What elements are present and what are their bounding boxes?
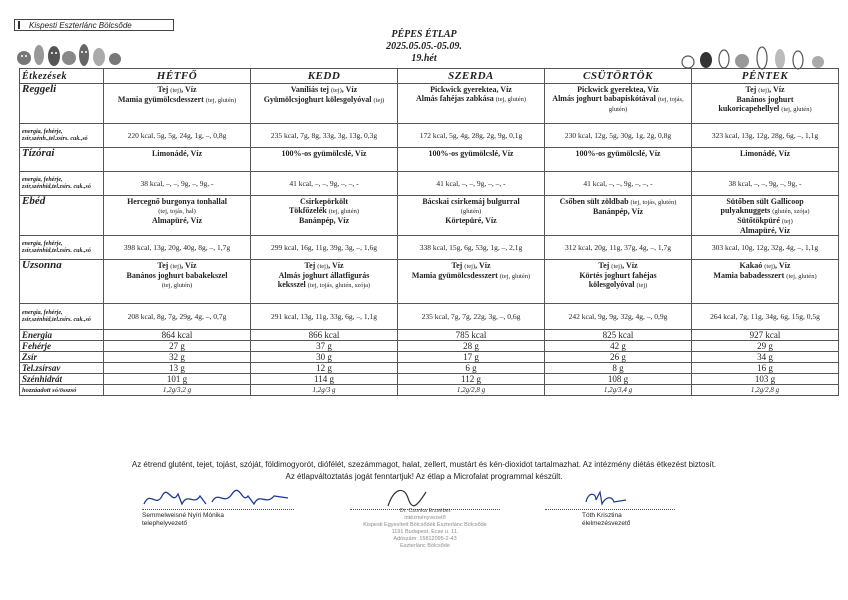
meal-line	[694, 197, 836, 206]
nutrition-value: 235 kcal, 7g, 7g, 22g, 3g, –, 0,6g	[398, 304, 545, 330]
meal-cell	[251, 196, 398, 236]
stamp-line: 1191 Budapest, Ecse u. 11.	[391, 529, 459, 535]
stamp-line: Adószám: 15812095-2-43	[393, 536, 457, 542]
nutrition-label: energia, fehérje, zsír,szénh.,tel.zsírs. cuk.,só	[20, 124, 104, 148]
meal-line	[253, 261, 395, 271]
meal-text: pulyaknuggets	[720, 206, 771, 215]
allergen-note: (tej)	[781, 218, 793, 225]
meal-cell	[692, 260, 839, 304]
meal-text: kukoricapehellyel	[718, 104, 780, 113]
meal-line	[694, 206, 836, 216]
meal-text: Mamia gyümölcsdesszert	[117, 95, 204, 104]
meal-line	[400, 271, 542, 281]
meal-line	[106, 206, 248, 216]
total-value: 1,2g/3,2 g	[104, 385, 251, 396]
left-signature-scrawl	[142, 488, 292, 510]
menu-table	[19, 68, 839, 396]
meal-cell	[398, 196, 545, 236]
meal-text: Tökfőzelék	[288, 206, 327, 215]
meal-line	[253, 271, 395, 280]
nutrition-value: 291 kcal, 13g, 11g, 33g, 6g, –, 1,1g	[251, 304, 398, 330]
total-value: 29 g	[692, 341, 839, 352]
nutrition-value: 323 kcal, 13g, 12g, 28g, 6g, –, 1,1g	[692, 124, 839, 148]
day-header: HÉTFŐ	[104, 69, 251, 84]
right-signature-scrawl	[582, 488, 630, 508]
allergen-note: (tej)	[464, 263, 476, 270]
allergen-note: (tej, glutén)	[328, 208, 360, 215]
nutrition-value: 242 kcal, 9g, 9g, 32g, 4g, –, 0,9g	[545, 304, 692, 330]
meal-name: Reggeli	[20, 84, 104, 124]
meal-cell	[104, 260, 251, 304]
total-label: Szénhidrát	[20, 374, 104, 385]
logo-mark-icon	[18, 21, 27, 29]
meal-main-suffix: , Víz	[181, 85, 197, 94]
meal-text: keksszel	[277, 280, 306, 289]
nutrition-value: 299 kcal, 16g, 11g, 39g, 3g, –, 1,6g	[251, 236, 398, 260]
total-value: 30 g	[251, 352, 398, 363]
meal-text: kölesgolyóval	[588, 280, 635, 289]
totals-body	[20, 330, 839, 396]
logo-text: Kispesti Eszterlánc Bölcsőde	[29, 21, 132, 30]
meal-line	[253, 149, 395, 158]
allergen-note: (tej)	[636, 282, 648, 289]
meal-line	[400, 149, 542, 158]
total-label: Energia	[20, 330, 104, 341]
allergen-note: (tej)	[611, 263, 623, 270]
meal-text: Almás fahéjas zabkása	[415, 94, 494, 103]
meal-cell	[398, 84, 545, 124]
right-signer-name: Tóth Krisztina	[582, 512, 622, 519]
allergen-note: (tej)	[317, 263, 329, 270]
meal-cell	[104, 148, 251, 172]
meal-main-text: Sütőben sült Gallicoop	[726, 197, 804, 206]
nutrition-value: 398 kcal, 13g, 20g, 40g, 8g, –, 1,7g	[104, 236, 251, 260]
total-value: 927 kcal	[692, 330, 839, 341]
meal-line	[547, 197, 689, 207]
meal-line	[694, 271, 836, 281]
allergen-note: (tej)	[373, 97, 385, 104]
total-value: 785 kcal	[398, 330, 545, 341]
meal-cell	[545, 260, 692, 304]
total-value: 13 g	[104, 363, 251, 374]
allergen-note: (tej)	[170, 263, 182, 270]
meal-main-suffix: , Víz	[181, 261, 197, 270]
nutrition-value: 41 kcal, –, –, 9g, –, –, -	[545, 172, 692, 196]
meal-text: Almapüré, Víz	[739, 226, 791, 235]
meal-text: Körtepüré, Víz	[445, 216, 497, 225]
day-header: PÉNTEK	[692, 69, 839, 84]
meal-text: Almás joghurt állatfigurás	[278, 271, 370, 280]
total-label: Zsír	[20, 352, 104, 363]
total-value: 101 g	[104, 374, 251, 385]
nutrition-value: 312 kcal, 20g, 11g, 37g, 4g, –, 1,7g	[545, 236, 692, 260]
meal-line	[547, 271, 689, 280]
total-value: 112 g	[398, 374, 545, 385]
allergen-note: (tej, glutén)	[161, 282, 193, 289]
meal-body	[20, 84, 839, 330]
meal-main-suffix: , Víz	[341, 85, 358, 94]
total-value: 17 g	[398, 352, 545, 363]
total-value: 114 g	[251, 374, 398, 385]
total-label: hozzáadott só/összsó	[20, 385, 104, 396]
meal-main-text: 100%-os gyümölcslé, Víz	[281, 149, 367, 158]
meal-line	[547, 94, 689, 114]
meal-cell	[251, 148, 398, 172]
nutrition-value: 220 kcal, 5g, 5g, 24g, 1g, –, 0,8g	[104, 124, 251, 148]
meal-row	[20, 84, 839, 124]
meal-row	[20, 148, 839, 172]
nutrition-value: 235 kcal, 7g, 8g, 33g, 3g, 13g, 0,3g	[251, 124, 398, 148]
total-label: Fehérje	[20, 341, 104, 352]
nutrition-row	[20, 172, 839, 196]
allergen-note: (tej, tojás, glutén, szója)	[307, 282, 371, 289]
meal-cell	[692, 196, 839, 236]
nutrition-value: 264 kcal, 7g, 11g, 34g, 6g, 15g, 0,5g	[692, 304, 839, 330]
meal-line	[547, 261, 689, 271]
total-value: 866 kcal	[251, 330, 398, 341]
meal-row	[20, 260, 839, 304]
meal-line	[400, 206, 542, 216]
week-number: 19.hét	[411, 53, 437, 64]
meal-line	[253, 206, 395, 216]
meal-name: Uzsonna	[20, 260, 104, 304]
meal-line	[694, 149, 836, 158]
allergen-note: (tej, tojás, hal)	[158, 208, 196, 215]
nutrition-value: 338 kcal, 15g, 6g, 53g, 1g, –, 2,1g	[398, 236, 545, 260]
middle-signer-role: intézményvezető	[404, 515, 446, 521]
meal-line	[106, 85, 248, 95]
meal-main-text: Tej	[157, 85, 169, 94]
day-header: KEDD	[251, 69, 398, 84]
nutrition-value: 208 kcal, 8g, 7g, 29g, 4g, –, 0,7g	[104, 304, 251, 330]
nutrition-value: 41 kcal, –, –, 9g, –, –, -	[251, 172, 398, 196]
meal-cell	[398, 148, 545, 172]
meal-text: Körtés joghurt fahéjas	[579, 271, 657, 280]
table-header-row	[20, 69, 839, 84]
meal-main-text: 100%-os gyümölcslé, Víz	[575, 149, 661, 158]
meal-line	[547, 280, 689, 290]
meal-line	[253, 197, 395, 206]
meal-main-text: Limonádé, Víz	[739, 149, 791, 158]
stamp-line: Kispesti Egyesített Bölcsődék Eszterlánc Bölcsőde	[363, 522, 487, 528]
total-value: 32 g	[104, 352, 251, 363]
meal-main-text: Tej	[745, 85, 757, 94]
meal-line	[694, 95, 836, 104]
total-row	[20, 352, 839, 363]
nutrition-row	[20, 304, 839, 330]
meal-line	[400, 216, 542, 225]
total-value: 37 g	[251, 341, 398, 352]
total-value: 1,2g/2,8 g	[398, 385, 545, 396]
nutrition-row	[20, 124, 839, 148]
meal-name: Ebéd	[20, 196, 104, 236]
meal-main-text: Limonádé, Víz	[151, 149, 203, 158]
meal-main-text: Tej	[157, 261, 169, 270]
allergen-note: (tej, glutén)	[781, 106, 812, 113]
allergen-note: (tej, tojás, glutén)	[630, 199, 677, 206]
total-value: 108 g	[545, 374, 692, 385]
meal-line	[253, 95, 395, 105]
total-value: 12 g	[251, 363, 398, 374]
meal-line	[106, 261, 248, 271]
meal-line	[106, 216, 248, 225]
meal-cell	[398, 260, 545, 304]
allergen-note: (tej, glutén)	[205, 97, 237, 104]
meal-line	[400, 261, 542, 271]
total-value: 26 g	[545, 352, 692, 363]
total-value: 16 g	[692, 363, 839, 374]
meal-line	[694, 85, 836, 95]
meal-cell	[692, 148, 839, 172]
total-value: 825 kcal	[545, 330, 692, 341]
meal-cell	[545, 148, 692, 172]
meal-line	[547, 149, 689, 158]
meal-main-text: Tej	[451, 261, 463, 270]
total-value: 42 g	[545, 341, 692, 352]
total-value: 864 kcal	[104, 330, 251, 341]
nutrition-row	[20, 236, 839, 260]
meal-main-text: Csirkepörkölt	[300, 197, 348, 206]
nutrition-label: energia, fehérje, zsír,szénhid,tel.zsírs. cuk.,só	[20, 236, 104, 260]
stamp-line: Eszterlánc Bölcsőde	[400, 543, 450, 549]
meal-main-suffix: , Víz	[769, 85, 785, 94]
meal-text: Sütőtökpüré	[737, 216, 780, 225]
meal-main-suffix: , Víz	[622, 261, 638, 270]
meal-cell	[692, 84, 839, 124]
meal-text: Mamia babadesszert	[713, 271, 785, 280]
total-row	[20, 385, 839, 396]
total-value: 27 g	[104, 341, 251, 352]
meal-line	[253, 85, 395, 95]
total-row	[20, 330, 839, 341]
meal-line	[106, 149, 248, 158]
meal-main-suffix: , Víz	[328, 261, 344, 270]
allergen-note: (tej)	[764, 263, 776, 270]
meal-line	[547, 207, 689, 216]
allergen-note: Az étrend glutént, tejet, tojást, szóját, földimogyorót, diófélét, szezámmagot, halat, zellert, mustárt és kén-dioxidot tartalmazhat. Az intézmény diétás étkezést biztosít.	[131, 460, 717, 469]
total-row	[20, 374, 839, 385]
total-value: 1,2g/3,4 g	[545, 385, 692, 396]
nutrition-label: energia, fehérje, zsír,szénhid,tel.zsírs. cuk.,só	[20, 172, 104, 196]
allergen-note: (tej, glutén)	[786, 273, 817, 280]
menu-change-note: Az étlapváltoztatás jogát fenntartjuk! Az étlap a Microfalat programmal készült.	[285, 472, 563, 481]
nutrition-value: 38 kcal, –, –, 9g, –, 9g, -	[104, 172, 251, 196]
total-value: 1,2g/3 g	[251, 385, 398, 396]
total-row	[20, 363, 839, 374]
meal-line	[253, 280, 395, 290]
left-signer-role: telephelyvezető	[142, 520, 188, 527]
meal-text: Banánpép, Víz	[592, 207, 644, 216]
meal-main-text: Pickwick gyerektea, Víz	[430, 85, 512, 94]
meal-line	[106, 95, 248, 105]
day-header: SZERDA	[398, 69, 545, 84]
meal-text: Almás joghurt babapiskótával	[552, 94, 656, 103]
meal-cell	[104, 196, 251, 236]
meal-line	[400, 197, 542, 206]
allergen-note: (tej)	[170, 87, 182, 94]
meal-line	[694, 104, 836, 114]
nutrition-label: energia, fehérje, zsír,szénhid,tel.zsírs. cuk.,só	[20, 304, 104, 330]
page-title: PÉPES ÉTLAP	[391, 29, 457, 40]
nutrition-value: 172 kcal, 5g, 4g, 28g, 2g, 9g, 0,1g	[398, 124, 545, 148]
nutrition-value: 303 kcal, 10g, 12g, 32g, 4g, –, 1,1g	[692, 236, 839, 260]
meal-main-text: Tej	[598, 261, 610, 270]
left-signer-name: Semmelweisné Nyíri Mónika	[142, 512, 224, 519]
day-header: CSÜTÖRTÖK	[545, 69, 692, 84]
total-value: 1,2g/2,8 g	[692, 385, 839, 396]
meal-cell	[251, 84, 398, 124]
meal-text: Banánpép, Víz	[298, 216, 350, 225]
nutrition-value: 230 kcal, 12g, 5g, 30g, 1g, 2g, 0,8g	[545, 124, 692, 148]
meal-main-text: Tej	[304, 261, 316, 270]
meal-line	[253, 216, 395, 225]
meal-main-suffix: , Víz	[475, 261, 491, 270]
meal-text: Almapüré, Víz	[151, 216, 203, 225]
allergen-note: (tej, glutén)	[499, 273, 531, 280]
meal-text: Mamia gyümölcsdesszert	[411, 271, 498, 280]
right-signer-role: élelmezésvezető	[582, 520, 631, 527]
nutrition-value: 41 kcal, –, –, 9g, –, –, -	[398, 172, 545, 196]
allergen-note: (tej, glutén)	[495, 96, 527, 103]
meal-text: Banános joghurt babakekszel	[126, 271, 228, 280]
meal-line	[694, 226, 836, 235]
allergen-note: (tej, tojás, glutén)	[608, 96, 684, 113]
meal-cell	[545, 196, 692, 236]
allergen-note: (tej)	[758, 87, 770, 94]
meal-line	[547, 85, 689, 94]
meal-cell	[545, 84, 692, 124]
meal-main-suffix: , Víz	[775, 261, 791, 270]
right-signature-line	[545, 509, 675, 510]
meal-main-text: Pickwick gyerektea, Víz	[577, 85, 659, 94]
meal-main-text: Hercegnő burgonya tonhallal	[127, 197, 227, 206]
meal-line	[694, 261, 836, 271]
institution-stamp	[340, 508, 510, 560]
middle-signer-name: Dr. Csonka Erzsébet	[399, 508, 451, 514]
total-value: 34 g	[692, 352, 839, 363]
meal-main-text: Bácskai csirkemáj bulgurral	[422, 197, 520, 206]
left-signature-line	[142, 509, 294, 510]
meal-text: Gyümölcsjoghurt kölesgolyóval	[263, 95, 372, 104]
meal-line	[400, 85, 542, 94]
date-range: 2025.05.05.-05.09.	[386, 41, 462, 52]
corner-header: Étkezések	[20, 69, 104, 84]
meal-main-text: 100%-os gyümölcslé, Víz	[428, 149, 514, 158]
meal-line	[694, 216, 836, 226]
meal-main-text: Vaníliás tej	[290, 85, 329, 94]
total-value: 8 g	[545, 363, 692, 374]
meal-row	[20, 196, 839, 236]
meal-cell	[251, 260, 398, 304]
meal-name: Tízórai	[20, 148, 104, 172]
total-value: 6 g	[398, 363, 545, 374]
meal-line	[106, 280, 248, 290]
meal-main-text: Kakaó	[739, 261, 763, 270]
meal-text: Banános joghurt	[736, 95, 794, 104]
meal-line	[106, 197, 248, 206]
total-label: Tel.zsírsav	[20, 363, 104, 374]
meal-line	[400, 94, 542, 104]
meal-line	[106, 271, 248, 280]
allergen-note: (tej)	[330, 87, 342, 94]
allergen-note: (glutén, szója)	[772, 208, 810, 215]
middle-signature-scrawl	[382, 484, 432, 510]
meal-main-text: Csőben sült zöldbab	[559, 197, 629, 206]
total-row	[20, 341, 839, 352]
allergen-note: (glutén)	[460, 208, 482, 215]
nutrition-value: 38 kcal, –, –, 9g, –, 9g, -	[692, 172, 839, 196]
total-value: 103 g	[692, 374, 839, 385]
meal-cell	[104, 84, 251, 124]
total-value: 28 g	[398, 341, 545, 352]
